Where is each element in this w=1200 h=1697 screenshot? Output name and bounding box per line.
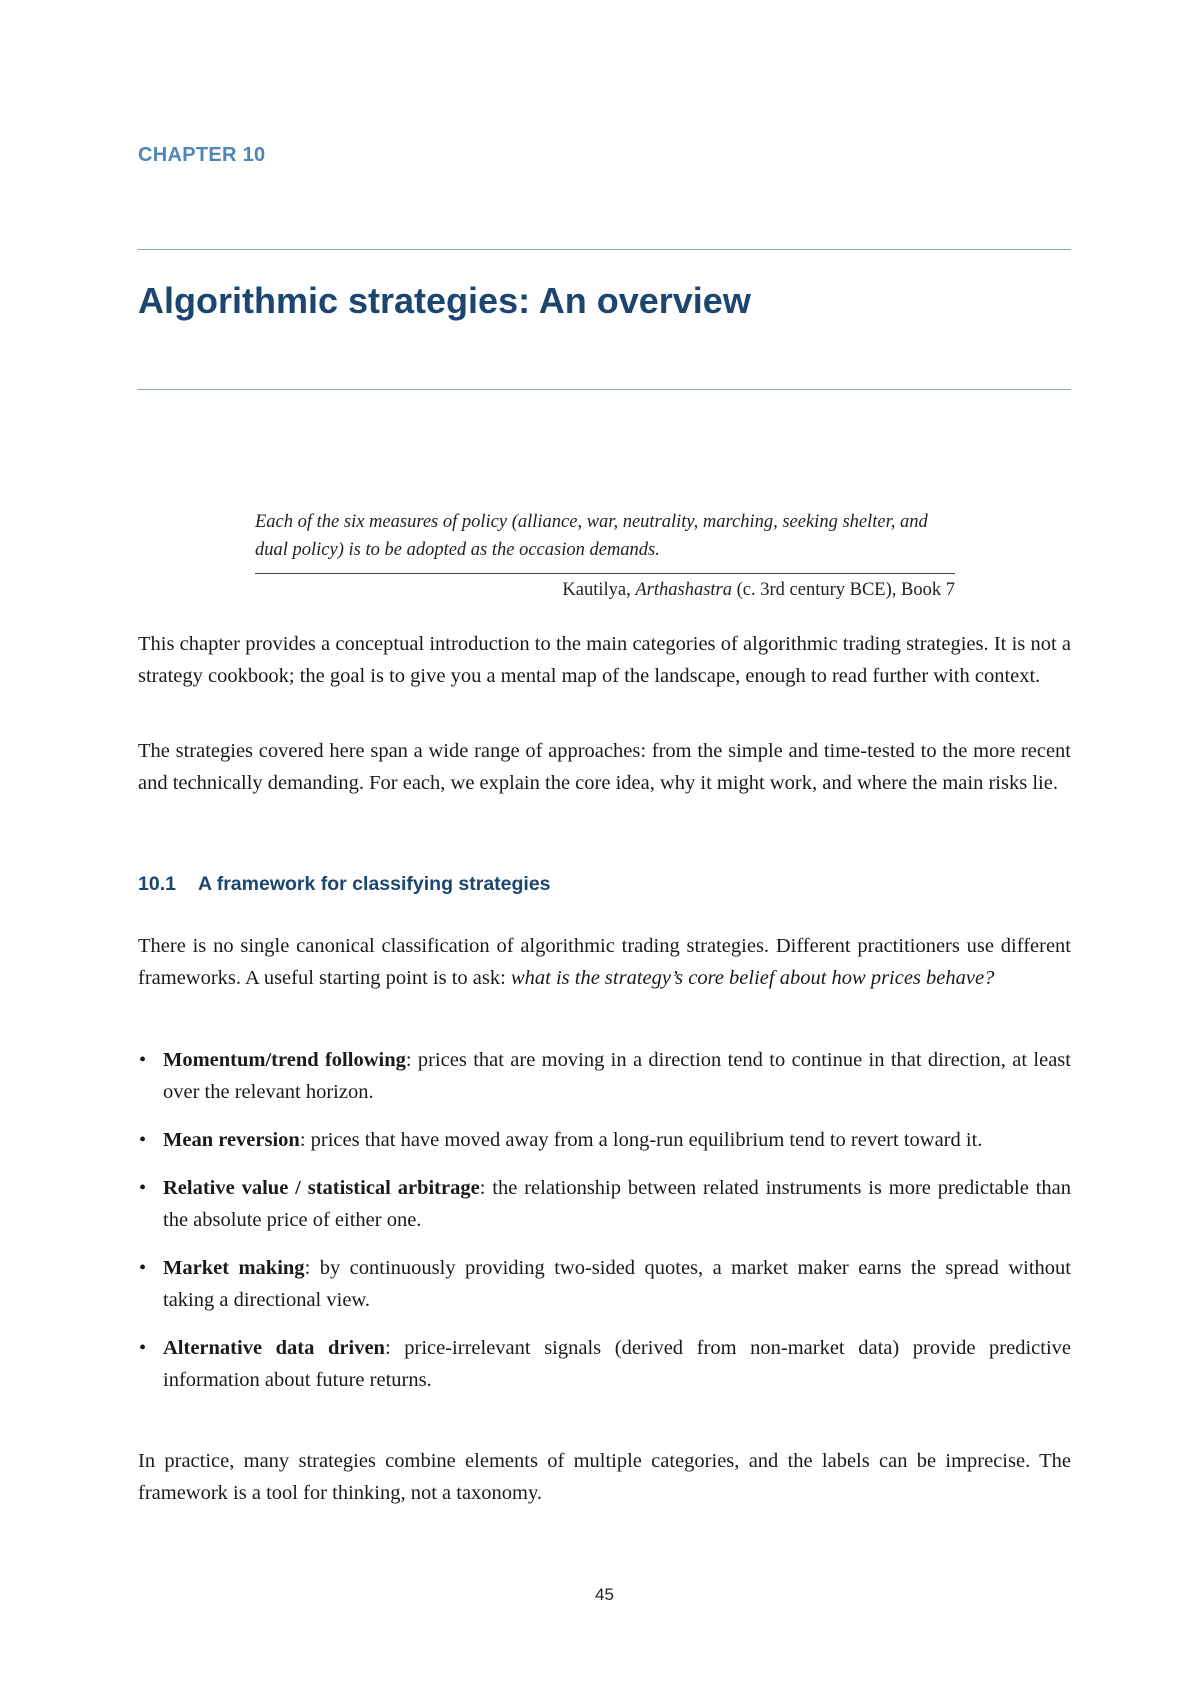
bullet-icon: •	[139, 1177, 147, 1199]
chapter-title: Algorithmic strategies: An overview	[138, 280, 751, 321]
epigraph-details: (c. 3rd century BCE), Book 7	[732, 580, 955, 600]
book-page	[138, 0, 1071, 1697]
section-paragraph	[138, 930, 1071, 994]
section-paragraph-lead: There is no single canonical classification of algorithmic trading strategies. Different practitioners use different frameworks. A useful starting point is to ask:	[138, 935, 1071, 989]
title-rule-bottom	[138, 389, 1071, 390]
epigraph-work: Arthashastra	[635, 580, 732, 600]
bullet-icon: •	[139, 1129, 147, 1151]
bullet-text: : the relationship between related instruments is more predictable than the absolute price of either one.	[163, 1177, 1072, 1231]
section-number: 10.1	[138, 873, 176, 895]
page-number: 45	[595, 1585, 614, 1604]
bullet-text: : price-irrelevant signals (derived from non-market data) provide predictive information about future returns.	[163, 1337, 1071, 1391]
intro-paragraph-1: This chapter provides a conceptual introduction to the main categories of algorithmic trading strategies. It is not a strategy cookbook; the goal is to give you a mental map of the landscape, enough to read further with context.	[138, 633, 1071, 687]
section-paragraph-question: what is the strategy’s core belief about how prices behave?	[510, 967, 995, 989]
bullet-icon: •	[139, 1257, 147, 1279]
list-item	[138, 1044, 1071, 1108]
epigraph-attribution	[255, 577, 955, 603]
bullet-term: Mean reversion	[163, 1129, 300, 1151]
chapter-label: CHAPTER 10	[138, 144, 266, 166]
bullet-text: : prices that are moving in a direction tend to continue in that direction, at least over the relevant horizon.	[163, 1049, 1071, 1103]
closing-paragraph: In practice, many strategies combine elements of multiple categories, and the labels can be imprecise. The framework is a tool for thinking, not a taxonomy.	[138, 1450, 1071, 1504]
bullet-icon: •	[139, 1049, 147, 1071]
section-heading	[138, 873, 551, 896]
list-item	[138, 1124, 1071, 1156]
bullet-icon: •	[139, 1337, 147, 1359]
bullet-term: Market making	[163, 1257, 305, 1279]
epigraph-quote: Each of the six measures of policy (alliance, war, neutrality, marching, seeking shelter, and dual policy) is to be adopted as the occasion demands.	[255, 512, 928, 560]
bullet-term: Momentum/trend following	[163, 1049, 406, 1071]
epigraph	[255, 508, 955, 603]
list-item	[138, 1172, 1071, 1236]
epigraph-divider	[255, 573, 955, 574]
bullet-term: Relative value / statistical arbitrage	[163, 1177, 480, 1199]
list-item	[138, 1252, 1071, 1316]
bullet-text: : by continuously providing two-sided quotes, a market maker earns the spread without taking a directional view.	[163, 1257, 1071, 1311]
epigraph-author: Kautilya,	[562, 580, 636, 600]
strategy-category-list	[138, 1044, 1071, 1412]
bullet-term: Alternative data driven	[163, 1337, 385, 1359]
bullet-text: : prices that have moved away from a long-run equilibrium tend to revert toward it.	[299, 1129, 983, 1151]
title-rule-top	[138, 249, 1071, 250]
list-item	[138, 1332, 1071, 1396]
section-title: A framework for classifying strategies	[197, 873, 551, 895]
intro-paragraph-2: The strategies covered here span a wide range of approaches: from the simple and time-tested to the more recent and technically demanding. For each, we explain the core idea, why it might work, and where the main risks lie.	[138, 740, 1071, 794]
